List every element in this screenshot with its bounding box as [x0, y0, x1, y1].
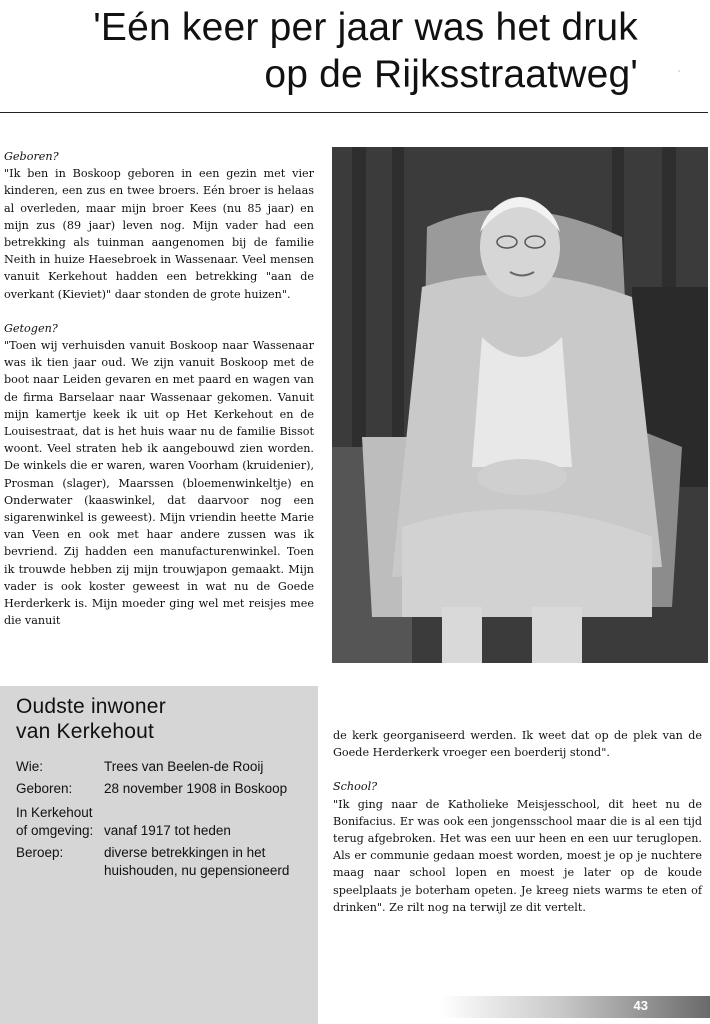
info-value-omgeving: vanaf 1917 tot heden — [104, 823, 231, 838]
info-box-heading-line1: Oudste inwoner — [16, 695, 166, 718]
question-getogen: Getogen? — [4, 321, 58, 335]
article-title — [93, 4, 638, 98]
info-label-wie: Wie: — [16, 759, 43, 774]
info-value-beroep-line2: huishouden, nu gepensioneerd — [104, 863, 290, 878]
info-box-heading — [16, 694, 166, 744]
title-divider — [0, 112, 708, 113]
right-column — [333, 727, 702, 916]
info-label-omgeving-line2: of omgeving: — [16, 823, 94, 838]
info-value-beroep — [104, 844, 304, 880]
article-title-line2: op de Rijksstraatweg' — [264, 53, 638, 96]
answer-geboren: "Ik ben in Boskoop geboren in een gezin met vier kinderen, een zus en twee broers. Eén broer is helaas al overleden, maar mijn broer Kees (nu 85 jaar) en mijn zus (89 jaar) leven nog. Mijn vader had een betrekking als tuinman aangenomen bij de familie Neith in huize Haesebroek in Wassenaar. Veel mensen vanuit Kerkehout hadden een betrekking "aan de overkant (Kieviet)" daar stonden de grote huizen". — [4, 167, 314, 301]
decorative-speck: ′ — [678, 70, 681, 81]
continued-paragraph: de kerk georganiseerd werden. Ik weet dat op de plek van de Goede Herderkerk vroeger een boerderij stond". — [333, 729, 702, 760]
page-number: 43 — [633, 998, 648, 1013]
info-value-beroep-line1: diverse betrekkingen in het — [104, 845, 266, 860]
left-column — [4, 148, 314, 629]
info-box — [0, 686, 318, 1024]
info-box-heading-line2: van Kerkehout — [16, 720, 155, 743]
answer-school: "Ik ging naar de Katholieke Meisjesschool, dit heet nu de Bonifacius. Er was ook een jongensschool maar die is al een tijd terug afgebroken. Het was een uur heen en een uur teruglopen. Als er communie gedaan moest worden, moest je op je nuchtere maag naar school lopen en moest je later op de koude speelplaats je boterham opeten. Je kreeg niets warms te eten of drinken". Ze rilt nog na terwijl ze dit vertelt. — [333, 797, 702, 914]
question-school: School? — [333, 780, 378, 794]
info-label-omgeving-line1: In Kerkehout — [16, 805, 93, 820]
info-label-beroep: Beroep: — [16, 845, 64, 860]
info-label-geboren: Geboren: — [16, 781, 73, 796]
question-geboren: Geboren? — [4, 150, 59, 163]
info-label-omgeving — [16, 804, 106, 840]
article-title-line1: 'Eén keer per jaar was het druk — [93, 6, 638, 49]
answer-getogen: "Toen wij verhuisden vanuit Boskoop naar Wassenaar was ik tien jaar oud. We zijn vanuit Boskoop met de boot naar Leiden gevaren en met paard en wagen van de firma Barselaar naar Wassenaar gekomen. Vanuit mijn kamertje keek ik uit op Het Kerkehout en de Louisestraat, dat is het huis waar nu de familie Bissot woont. Veel straten heb ik aangebouwd zien worden. De winkels die er waren, waren Voorham (kruidenier), Prosman (slager), Maarssen (bloemenwinkeltje) en Onderwater (kaaswinkel, dat daarvoor nog een sigarenwinkel is geweest). Mijn vriendin heette Marie van Veen en ook met haar andere zussen was ik bevriend. Zij hadden een manufacturenwinkel. Toen ik trouwde hebben zij mijn trouwjapon gemaakt. Mijn vader is ook koster geweest in wat nu de Goede Herderkerk is. Mijn moeder ging wel met reisjes mee die vanuit — [4, 339, 314, 628]
info-value-wie: Trees van Beelen-de Rooij — [104, 759, 264, 774]
portrait-photo — [332, 147, 708, 663]
page-number-bar — [440, 996, 710, 1018]
info-value-geboren: 28 november 1908 in Boskoop — [104, 781, 288, 796]
